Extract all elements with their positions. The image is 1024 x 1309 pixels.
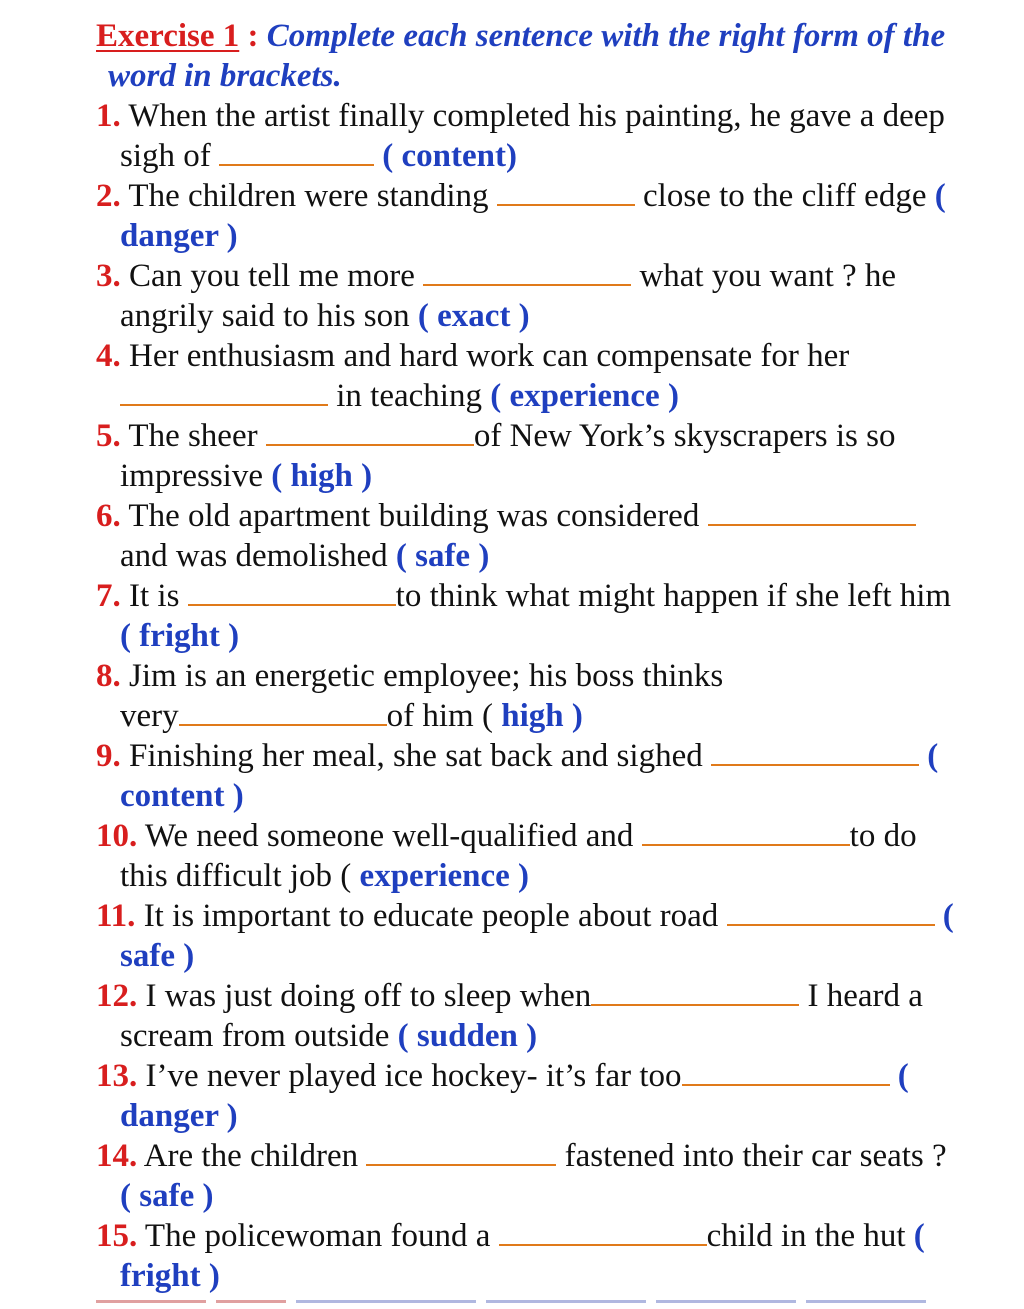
question-14-line-1 [96,1136,947,1176]
question-11-line-2 [120,936,194,976]
word-hint-open: ( [927,738,939,774]
cutoff-fragment [96,1300,206,1303]
question-number: 7. [96,578,121,614]
answer-blank[interactable] [727,900,935,926]
question-text: fastened into their car seats ? [564,1138,947,1174]
answer-blank[interactable] [711,740,919,766]
word-hint: experience ) [359,858,530,894]
question-number: 10. [96,818,138,854]
question-text: When the artist finally completed his painting, he gave a deep [128,98,945,134]
answer-blank[interactable] [266,420,474,446]
question-1-line-1 [96,96,945,136]
question-text: in teaching [336,378,482,414]
question-1-line-2 [120,136,517,176]
question-text: what you want ? he [639,258,897,294]
answer-blank[interactable] [591,980,799,1006]
question-number: 12. [96,978,138,1014]
answer-blank[interactable] [499,1220,707,1246]
word-hint: ( safe ) [120,1178,214,1214]
question-number: 8. [96,658,121,694]
question-text: We need someone well-qualified and [144,818,634,854]
question-text: of New York’s skyscrapers is so [473,418,896,454]
cutoff-fragment [656,1300,796,1303]
answer-blank[interactable] [179,700,387,726]
question-text: Can you tell me more [129,258,415,294]
answer-blank[interactable] [423,260,631,286]
question-number: 2. [96,178,121,214]
question-5-line-1 [96,416,896,456]
cutoff-fragment [296,1300,476,1303]
question-number: 6. [96,498,121,534]
question-15-line-1 [96,1216,925,1256]
question-text: Her enthusiasm and hard work can compensate for her [129,338,850,374]
question-8-line-2 [120,696,583,736]
question-number: 9. [96,738,121,774]
question-number: 5. [96,418,121,454]
question-text: I’ve never played ice hockey- it’s far too [145,1058,682,1094]
question-9-line-1 [96,736,938,776]
question-3-line-2 [120,296,530,336]
question-2-line-2 [120,216,238,256]
question-3-line-1 [96,256,896,296]
exercise-heading-cont [108,56,342,96]
question-text: The sheer [128,418,258,454]
word-hint: ( safe ) [395,538,490,574]
question-text: scream from outside [120,1018,390,1054]
question-number: 11. [96,898,136,934]
question-number: 4. [96,338,121,374]
question-12-line-1 [96,976,923,1016]
word-hint: ( high ) [271,458,373,494]
question-11-line-1 [96,896,954,936]
question-8-line-1 [96,656,723,696]
word-hint: ( sudden ) [397,1018,538,1054]
word-hint-open: ( [897,1058,909,1094]
answer-blank[interactable] [642,820,850,846]
question-5-line-2 [120,456,372,496]
exercise-instruction: Complete each sentence with the right form of the [266,18,946,54]
cutoff-fragment [806,1300,926,1303]
answer-blank[interactable] [188,580,396,606]
answer-blank[interactable] [708,500,916,526]
question-text: child in the hut [706,1218,906,1254]
answer-blank[interactable] [497,180,635,206]
question-text: Are the children [143,1138,359,1174]
question-4-line-1 [96,336,849,376]
question-10-line-1 [96,816,917,856]
exercise-instruction-cont: word in brackets. [108,58,342,94]
question-13-line-2 [120,1096,238,1136]
word-hint: content ) [120,778,244,814]
question-13-line-1 [96,1056,909,1096]
word-hint: safe ) [120,938,195,974]
question-text: The children were standing [128,178,489,214]
exercise-label: Exercise 1 [96,18,240,54]
exercise-heading [96,16,945,56]
word-hint-open: ( [934,178,946,214]
word-hint-open: ( [942,898,954,934]
question-text: The old apartment building was considered [128,498,700,534]
question-text: impressive [120,458,263,494]
question-14-line-2 [120,1176,213,1216]
question-7-line-2 [120,616,239,656]
question-text: close to the cliff edge [643,178,927,214]
question-6-line-2 [120,536,489,576]
question-text: I was just doing off to sleep when [145,978,592,1014]
word-hint: ( content) [382,138,517,174]
question-number: 15. [96,1218,138,1254]
question-text: and was demolished [120,538,388,574]
question-text: Finishing her meal, she sat back and sighed [129,738,703,774]
word-hint: danger ) [120,1098,238,1134]
cutoff-fragment [216,1300,286,1303]
question-12-line-2 [120,1016,537,1056]
word-hint-open: ( [913,1218,925,1254]
word-hint: ( experience ) [490,378,679,414]
question-9-line-2 [120,776,244,816]
question-text: to think what might happen if she left him [395,578,952,614]
question-text: The policewoman found a [144,1218,491,1254]
question-7-line-1 [96,576,951,616]
question-text: It is [129,578,180,614]
word-hint: danger ) [120,218,238,254]
answer-blank[interactable] [120,380,328,406]
question-text: of him ( [386,698,493,734]
answer-blank[interactable] [682,1060,890,1086]
question-number: 3. [96,258,121,294]
question-text: It is important to educate people about road [143,898,719,934]
question-text: I heard a [807,978,923,1014]
question-text: Jim is an energetic employee; his boss thinks [129,658,724,694]
question-text: this difficult job ( [120,858,352,894]
word-hint: fright ) [120,1258,220,1294]
question-10-line-2 [120,856,529,896]
question-text: angrily said to his son [120,298,410,334]
question-number: 1. [96,98,121,134]
exercise-colon: : [239,18,259,54]
cutoff-fragment [486,1300,646,1303]
question-2-line-1 [96,176,946,216]
answer-blank[interactable] [366,1140,556,1166]
question-text: to do [849,818,917,854]
question-6-line-1 [96,496,916,536]
question-text: sigh of [120,138,211,174]
cutoff-next-line [96,1300,996,1309]
word-hint: high ) [501,698,583,734]
question-text: very [120,698,179,734]
word-hint: ( fright ) [120,618,240,654]
question-number: 13. [96,1058,138,1094]
question-4-line-2 [120,376,679,416]
answer-blank[interactable] [219,140,374,166]
question-15-line-2 [120,1256,220,1296]
word-hint: ( exact ) [417,298,530,334]
question-number: 14. [96,1138,138,1174]
